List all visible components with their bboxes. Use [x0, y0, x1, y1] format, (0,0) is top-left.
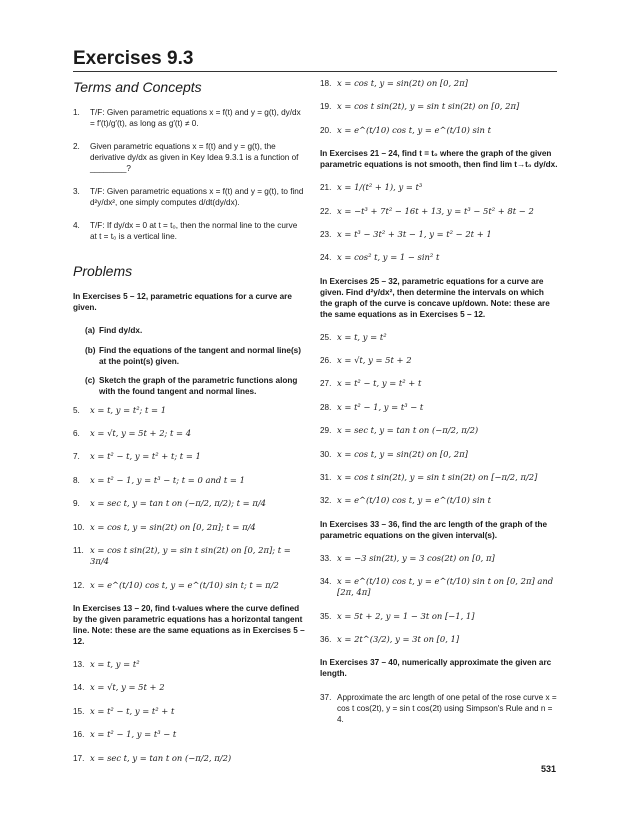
exercise-number: 34. — [320, 577, 332, 586]
exercise-number: 37. — [320, 692, 332, 702]
exercise-number: 22. — [320, 206, 332, 216]
exercise-item — [320, 402, 558, 413]
exercise-item — [320, 634, 558, 645]
exercise-text: x = sec t, y = tan t on (−π/2, π/2); t = π/4 — [90, 498, 267, 509]
exercise-text: Approximate the arc length of one petal of the rose curve x = cos t cos(2t), y = sin t cos(2t) using Simpson's Rule and n = 4. — [337, 692, 557, 724]
exercise-item — [320, 125, 558, 136]
instructions-33-36: In Exercises 33 – 36, find the arc length of the graph of the parametric equations on the given interval(s). — [320, 519, 548, 540]
exercise-text: x = sec t, y = tan t on (−π/2, π/2) — [337, 425, 479, 436]
section-heading-terms: Terms and Concepts — [73, 79, 202, 95]
exercise-item — [320, 229, 558, 240]
exercise-text: x = e^(t/10) cos t, y = e^(t/10) sin t; t = π/2 — [90, 579, 279, 590]
instructions-21-24: In Exercises 21 – 24, find t = t₀ where the graph of the given parametric equations is not smooth, then find lim t→t₀ dy/dx. — [320, 149, 558, 170]
exercise-item — [73, 405, 305, 416]
exercise-item — [73, 428, 305, 439]
exercise-item — [320, 576, 558, 599]
exercise-text: x = cos t sin(2t), y = sin t sin(2t) on [0, 2π]; t = 3π/4 — [90, 544, 291, 567]
sub-step-text: Find dy/dx. — [99, 326, 143, 336]
exercise-number: 17. — [73, 753, 85, 763]
sub-step-label: (a) — [85, 326, 96, 336]
exercise-text: Given parametric equations x = f(t) and y = g(t), the derivative dy/dx as given in Key Idea 9.3.1 is a function of ________? — [90, 142, 299, 174]
exercise-item — [320, 449, 558, 460]
exercise-number: 26. — [320, 356, 332, 366]
exercise-number: 29. — [320, 426, 332, 436]
exercise-number: 32. — [320, 496, 332, 506]
exercise-number: 7. — [73, 452, 80, 462]
exercise-text: x = e^(t/10) cos t, y = e^(t/10) sin t on [0, 2π] and [2π, 4π] — [337, 576, 554, 598]
exercise-text: T/F: Given parametric equations x = f(t) and y = g(t), dy/dx = f′(t)/g′(t), as long as g′(t) ≠ 0. — [90, 107, 301, 128]
title-rule — [73, 71, 557, 72]
exercise-text: x = t² − 1, y = t³ − t — [90, 729, 177, 740]
exercise-item — [320, 355, 558, 366]
exercise-item — [320, 252, 558, 263]
instructions-5-12: In Exercises 5 – 12, parametric equations for a curve are given. — [73, 292, 292, 313]
sub-step — [85, 345, 305, 367]
exercise-number: 18. — [320, 79, 332, 88]
exercise-item — [73, 545, 305, 568]
exercise-item — [73, 522, 305, 533]
exercise-number: 27. — [320, 379, 332, 389]
exercise-text: x = √t, y = 5t + 2 — [90, 682, 165, 693]
exercise-item — [320, 378, 558, 389]
exercise-text: x = cos t sin(2t), y = sin t sin(2t) on [0, 2π] — [337, 101, 520, 112]
exercise-item — [73, 659, 305, 670]
exercise-list-37 — [320, 692, 558, 725]
exercise-number: 16. — [73, 730, 85, 740]
exercise-number: 30. — [320, 449, 332, 459]
exercise-item — [73, 475, 305, 486]
exercise-item — [73, 498, 305, 509]
exercise-text: x = sec t, y = tan t on (−π/2, π/2) — [90, 752, 232, 763]
exercise-text: x = e^(t/10) cos t, y = e^(t/10) sin t — [337, 124, 491, 135]
exercise-number: 1. — [73, 107, 80, 117]
exercise-number: 5. — [73, 405, 80, 415]
exercise-text: x = e^(t/10) cos t, y = e^(t/10) sin t — [337, 495, 491, 506]
sub-step-text: Sketch the graph of the parametric functions along with the found tangent and normal lines. — [99, 375, 298, 396]
page-number: 531 — [541, 764, 557, 774]
exercise-item — [320, 611, 558, 622]
exercise-number: 8. — [73, 475, 80, 485]
exercise-number: 24. — [320, 253, 332, 263]
exercise-text: x = t³ − 3t² + 3t − 1, y = t² − 2t + 1 — [337, 228, 492, 239]
instructions-37-40: In Exercises 37 – 40, numerically approximate the given arc length. — [320, 658, 552, 679]
exercise-text: x = 1/(t² + 1), y = t³ — [337, 182, 423, 193]
exercise-number: 31. — [320, 472, 332, 482]
exercise-text: T/F: Given parametric equations x = f(t) and y = g(t), to find d²y/dx², one simply computes d/dt(dy/dx). — [90, 187, 304, 208]
instructions-25-32: In Exercises 25 – 32, parametric equations for a curve are given. Find d²y/dx², then determine the intervals on which the graph of the curve is concave up/down. Note: these are the same equations as in Exercises 5 – 12. — [320, 276, 550, 319]
exercise-number: 21. — [320, 183, 332, 193]
exercise-item — [320, 101, 558, 112]
exercise-number: 36. — [320, 635, 332, 645]
exercise-item — [73, 580, 305, 591]
exercise-number: 14. — [73, 683, 85, 693]
exercise-item — [320, 495, 558, 506]
exercise-item — [320, 553, 558, 564]
exercise-number: 6. — [73, 429, 80, 439]
instructions-13-20: In Exercises 13 – 20, find t-values where the curve defined by the given parametric equations has a horizontal tangent line. Note: these are the same equations as in Exercises 5 – 12. — [73, 603, 305, 647]
exercise-number: 11. — [73, 545, 84, 555]
exercise-item — [320, 425, 558, 436]
exercise-text: x = √t, y = 5t + 2 — [337, 355, 412, 366]
exercise-text: T/F: If dy/dx = 0 at t = t₀, then the normal line to the curve at t = t₀ is a vertical line. — [90, 221, 298, 242]
exercise-text: x = t² − 1, y = t³ − t; t = 0 and t = 1 — [90, 474, 245, 485]
exercise-item — [320, 692, 558, 725]
exercise-text: x = t, y = t²; t = 1 — [90, 404, 167, 415]
concept-list — [73, 107, 305, 243]
exercise-item — [320, 472, 558, 483]
exercise-text: x = √t, y = 5t + 2; t = 4 — [90, 428, 192, 439]
exercise-item — [73, 451, 305, 462]
exercise-number: 2. — [73, 142, 80, 152]
exercise-number: 20. — [320, 125, 332, 135]
exercise-item — [320, 78, 558, 89]
exercise-number: 33. — [320, 553, 332, 563]
exercise-item — [73, 729, 305, 740]
exercise-text: x = 2t^(3/2), y = 3t on [0, 1] — [337, 634, 460, 645]
exercise-list-5-12 — [73, 405, 305, 591]
exercise-item — [73, 220, 305, 242]
exercise-number: 35. — [320, 611, 332, 621]
exercise-list-25-32 — [320, 332, 558, 507]
page-title: Exercises 9.3 — [73, 48, 194, 69]
sub-step — [85, 325, 305, 336]
exercise-list-18-20 — [320, 78, 558, 136]
exercise-text: x = cos t, y = sin(2t) on [0, 2π]; t = π/4 — [90, 521, 256, 532]
exercise-item — [320, 332, 558, 343]
exercise-text: x = t² − 1, y = t³ − t — [337, 401, 424, 412]
sub-step — [85, 375, 305, 397]
exercise-item — [73, 141, 305, 174]
right-column — [320, 78, 558, 737]
exercise-text: x = t² − t, y = t² + t; t = 1 — [90, 451, 201, 462]
exercise-text: x = t² − t, y = t² + t — [90, 705, 175, 716]
exercise-text: x = cos² t, y = 1 − sin² t — [337, 252, 440, 263]
exercise-number: 25. — [320, 332, 332, 342]
exercise-number: 19. — [320, 102, 332, 112]
exercise-item — [73, 107, 305, 129]
exercise-number: 12. — [73, 580, 85, 590]
exercise-number: 3. — [73, 187, 80, 197]
exercise-item — [73, 682, 305, 693]
exercise-number: 28. — [320, 402, 332, 412]
exercise-item — [73, 753, 305, 764]
exercise-number: 23. — [320, 229, 332, 239]
exercise-text: x = t² − t, y = t² + t — [337, 378, 422, 389]
exercise-item — [73, 186, 305, 208]
section-heading-problems: Problems — [73, 263, 133, 280]
exercise-text: x = t, y = t² — [337, 331, 387, 342]
exercise-text: x = cos t sin(2t), y = sin t sin(2t) on [−π/2, π/2] — [337, 471, 538, 482]
exercise-list-13-17 — [73, 659, 305, 764]
sub-step-label: (c) — [85, 375, 96, 385]
sub-step-text: Find the equations of the tangent and normal line(s) at the point(s) given. — [99, 345, 301, 366]
sub-step-label: (b) — [85, 345, 96, 355]
exercise-list-21-24 — [320, 182, 558, 263]
exercise-item — [320, 206, 558, 217]
exercise-text: x = −t³ + 7t² − 16t + 13, y = t³ − 5t² + 8t − 2 — [337, 205, 534, 216]
exercise-number: 10. — [73, 522, 85, 532]
exercise-number: 9. — [73, 499, 80, 509]
exercise-list-33-36 — [320, 553, 558, 646]
exercise-text: x = t, y = t² — [90, 659, 140, 670]
exercise-item — [73, 706, 305, 717]
exercise-text: x = cos t, y = sin(2t) on [0, 2π] — [337, 448, 468, 459]
sub-steps — [73, 325, 305, 396]
exercise-number: 13. — [73, 660, 85, 670]
exercise-text: x = −3 sin(2t), y = 3 cos(2t) on [0, π] — [337, 552, 495, 563]
left-column — [73, 78, 305, 776]
exercise-text: x = 5t + 2, y = 1 − 3t on [−1, 1] — [337, 610, 475, 621]
exercise-text: x = cos t, y = sin(2t) on [0, 2π] — [337, 78, 468, 88]
exercise-number: 15. — [73, 706, 85, 716]
exercise-number: 4. — [73, 221, 80, 231]
exercise-item — [320, 182, 558, 193]
